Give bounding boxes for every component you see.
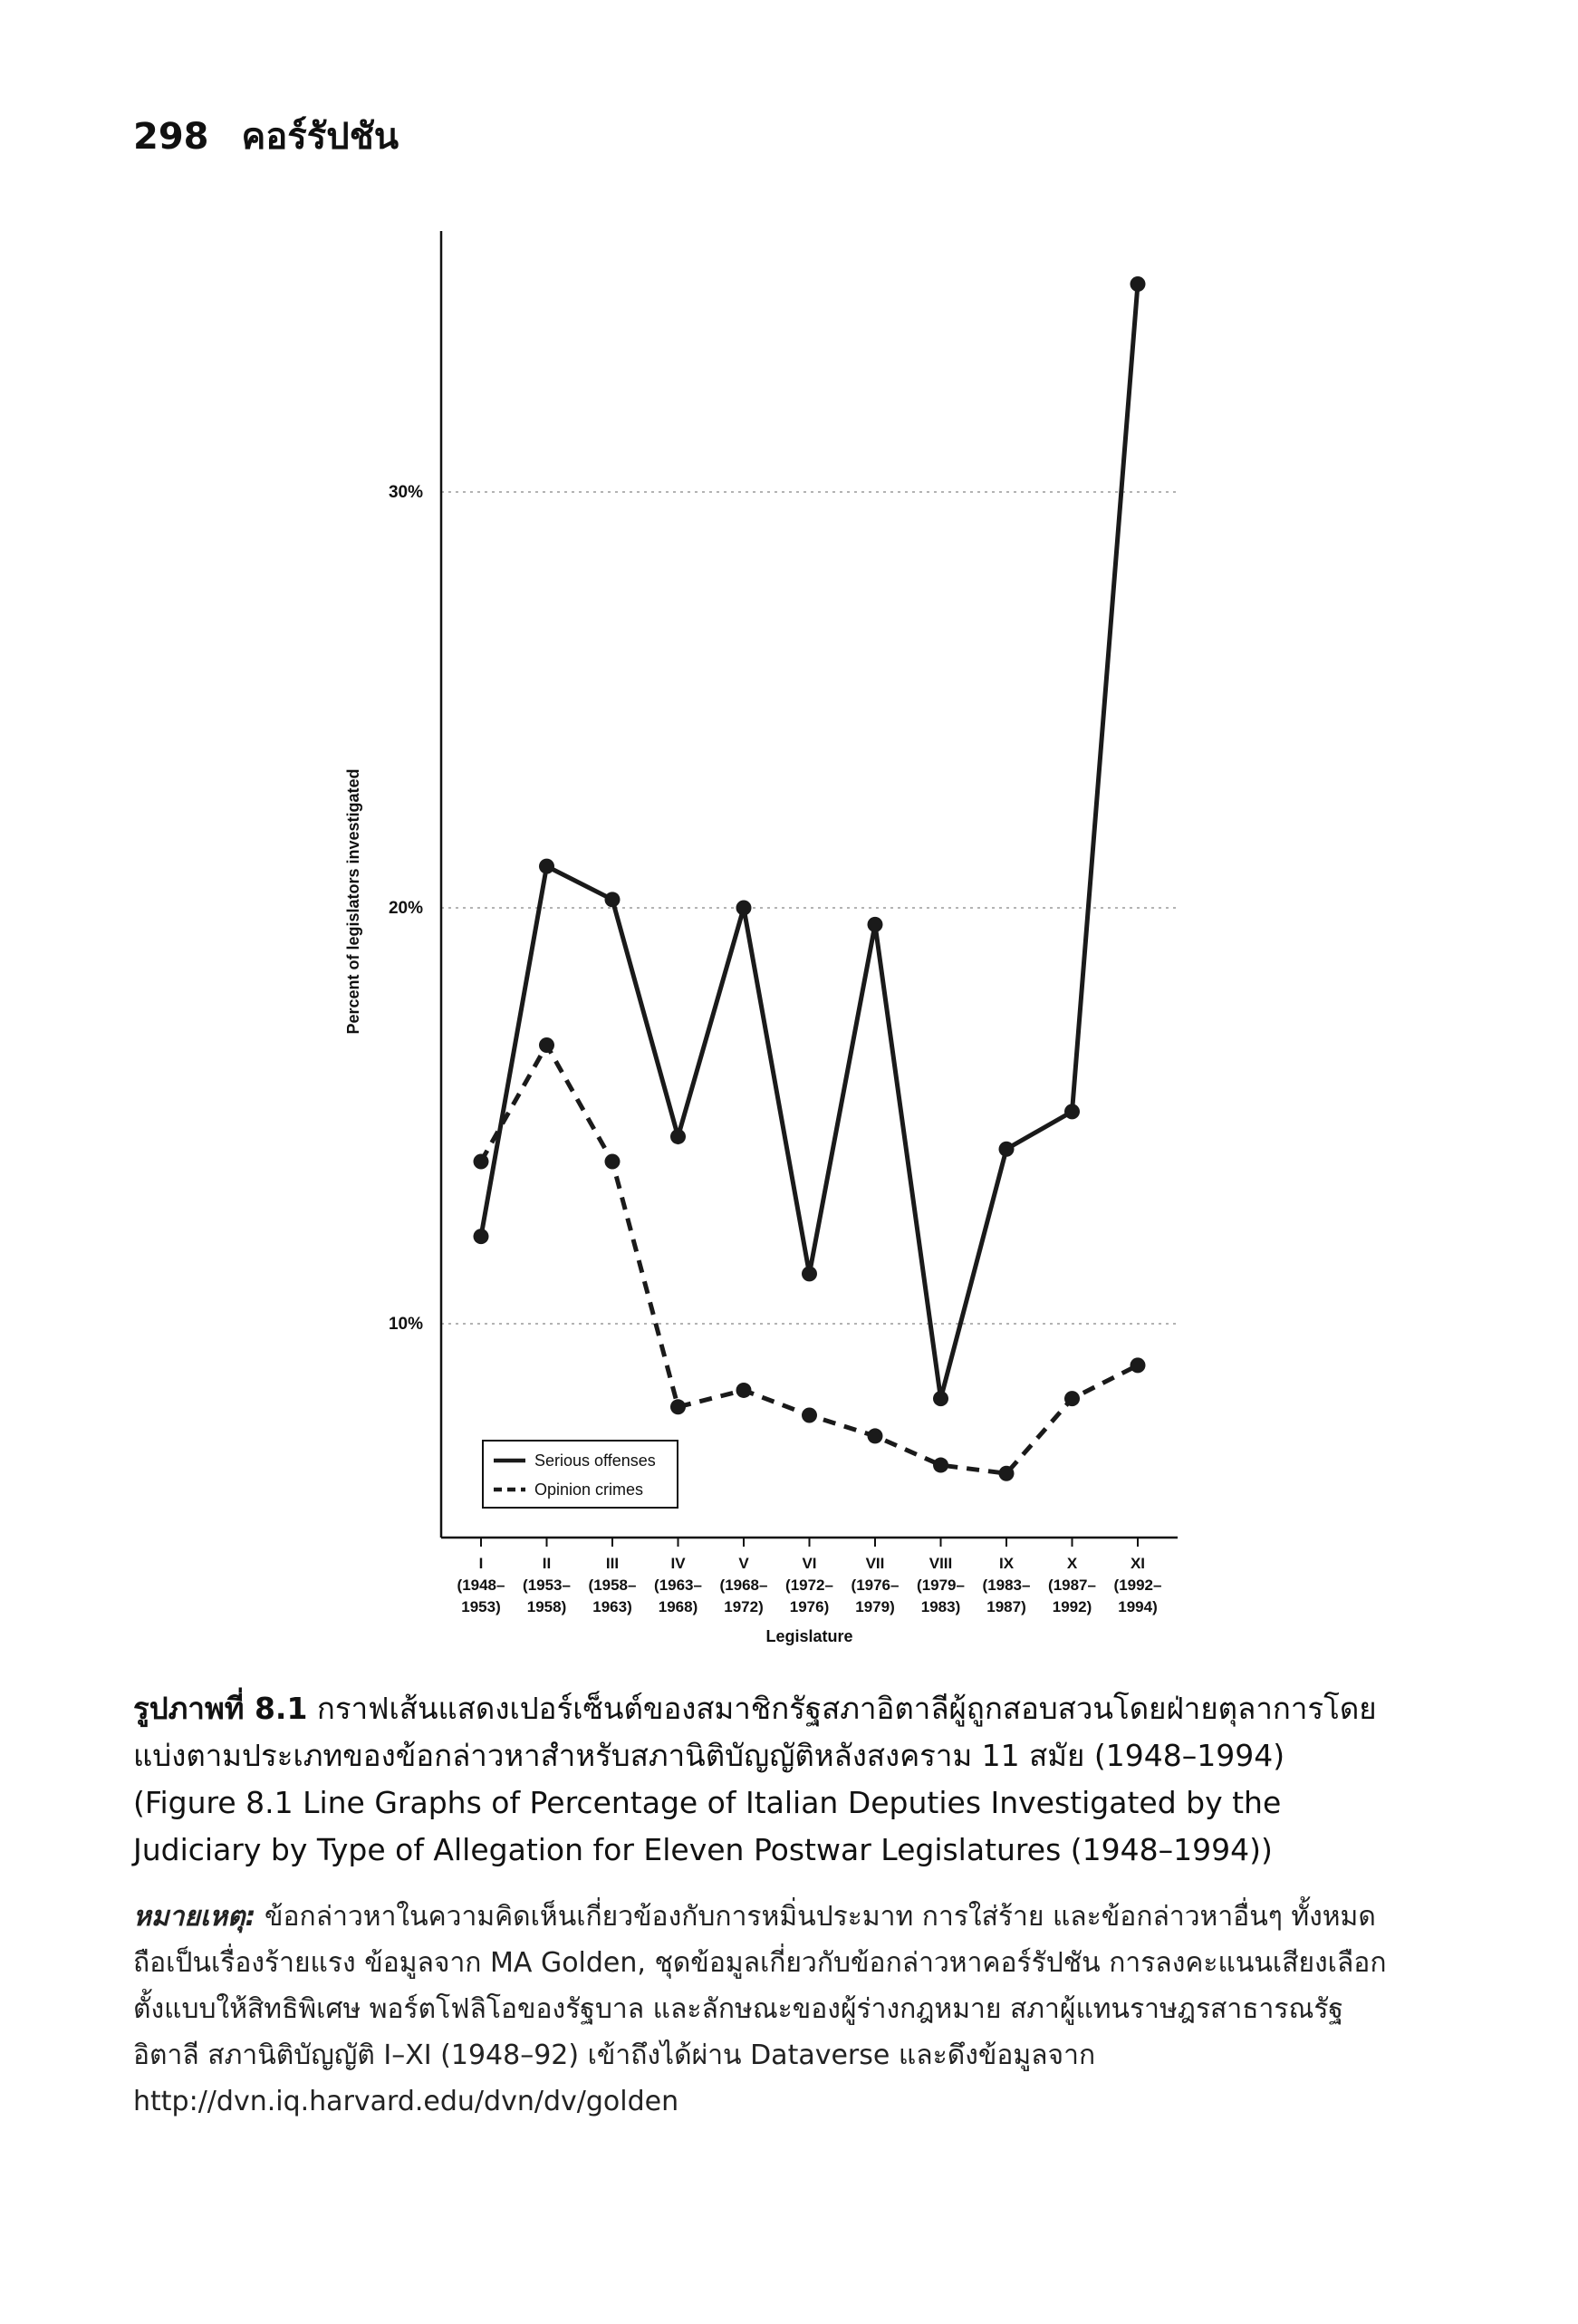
data-point (933, 1458, 948, 1473)
data-point (605, 1153, 621, 1169)
x-tick-label: (1979– (917, 1577, 965, 1594)
x-tick-label: (1963– (654, 1577, 702, 1594)
data-point (1131, 276, 1146, 292)
x-tick-label: 1963) (592, 1598, 632, 1615)
data-point (802, 1407, 817, 1422)
data-point (999, 1466, 1015, 1481)
page-number: 298 (133, 116, 209, 158)
data-point (670, 1399, 686, 1414)
data-point (539, 859, 554, 874)
x-tick-label: 1972) (724, 1598, 764, 1615)
x-tick-label: II (542, 1555, 552, 1572)
x-tick-label: (1968– (719, 1577, 768, 1594)
x-tick-label: XI (1130, 1555, 1146, 1572)
x-tick-label: 1992) (1052, 1598, 1092, 1615)
axes (441, 231, 1178, 1547)
y-tick-label: 20% (388, 899, 423, 918)
x-tick-label: 1994) (1118, 1598, 1158, 1615)
data-point (539, 1037, 554, 1053)
x-axis-title: Legislature (765, 1627, 853, 1645)
x-tick-label: VII (865, 1555, 885, 1572)
figure-caption (133, 1685, 1401, 1874)
x-tick-label: (1958– (588, 1577, 637, 1594)
data-point (868, 1428, 883, 1443)
x-tick-label: V (738, 1555, 749, 1572)
x-tick-label: (1972– (785, 1577, 833, 1594)
figure-note (133, 1894, 1401, 2125)
y-axis-title: Percent of legislators investigated (344, 768, 362, 1035)
x-tick-label: (1948– (457, 1577, 505, 1594)
x-tick-label: (1983– (982, 1577, 1031, 1594)
data-point (1131, 1357, 1146, 1373)
x-tick-label: (1987– (1048, 1577, 1096, 1594)
y-tick-label: 30% (388, 483, 423, 502)
data-point (999, 1142, 1015, 1157)
y-tick-label: 10% (388, 1315, 423, 1334)
x-tick-label: (1992– (1113, 1577, 1162, 1594)
data-point (474, 1229, 489, 1244)
x-tick-label: VIII (929, 1555, 953, 1572)
x-tick-label: 1968) (658, 1598, 698, 1615)
legend-label: Opinion crimes (534, 1480, 644, 1499)
caption-english: (Figure 8.1 Line Graphs of Percentage of Italian Deputies Investigated by the Judiciary by Type of Allegation for Eleven Postwar Legislatures (1948–1994)) (133, 1785, 1282, 1867)
x-tick-label: IV (670, 1555, 686, 1572)
x-tick-label: 1958) (526, 1598, 567, 1615)
data-point (1064, 1104, 1080, 1119)
x-tick-label: 1976) (789, 1598, 830, 1615)
x-tick-label: VI (802, 1555, 817, 1572)
note-text: ข้อกล่าวหาในความคิดเห็นเกี่ยวข้องกับการหมิ่นประมาท การใส่ร้าย และข้อกล่าวหาอื่นๆ ทั้งหมด ถือเป็นเรื่องร้ายแรง ข้อมูลจาก MA Golden, ชุดข้อมูลเกี่ยวกับข้อกล่าวหาคอร์รัปชัน การลงคะแนนเสียงเลือกตั้งแบบให้สิทธิพิเศษ พอร์ตโฟลิโอของรัฐบาล และลักษณะของผู้ร่างกฎหมาย สภาผู้แทนราษฎรสาธารณรัฐอิตาลี สภานิติบัญญัติ I–XI (1948–92) เข้าถึงได้ผ่าน Dataverse และดึงข้อมูลจาก http://dvn.iq.harvard.edu/dvn/dv/golden (133, 1901, 1387, 2117)
x-tick-label: 1953) (461, 1598, 501, 1615)
x-tick-label: 1979) (855, 1598, 895, 1615)
caption-thai: กราฟเส้นแสดงเปอร์เซ็นต์ของสมาชิกรัฐสภาอิตาลีผู้ถูกสอบสวนโดยฝ่ายตุลาการโดยแบ่งตามประเภทของข้อกล่าวหาสำหรับสภานิติบัญญัติหลังสงคราม 11 สมัย (1948–1994) (133, 1691, 1377, 1773)
caption-lead: รูปภาพที่ 8.1 (133, 1691, 308, 1726)
x-tick-label: III (605, 1555, 620, 1572)
book-title: คอร์รัปชัน (241, 116, 399, 158)
legend (483, 1441, 678, 1508)
legend-label: Serious offenses (534, 1451, 656, 1470)
note-label: หมายเหตุ: (133, 1901, 256, 1933)
x-tick-label: (1953– (523, 1577, 571, 1594)
x-tick-label: IX (998, 1555, 1015, 1572)
axis-labels (344, 483, 1161, 1645)
data-point (605, 892, 621, 907)
x-tick-label: I (478, 1555, 484, 1572)
x-tick-label: X (1066, 1555, 1078, 1572)
data-series (474, 276, 1146, 1481)
series-line (481, 284, 1138, 1399)
data-point (868, 917, 883, 932)
gridlines (441, 492, 1178, 1324)
data-point (802, 1266, 817, 1281)
data-point (933, 1391, 948, 1406)
x-tick-label: 1983) (920, 1598, 961, 1615)
x-tick-label: 1987) (986, 1598, 1026, 1615)
data-point (670, 1129, 686, 1144)
data-point (474, 1153, 489, 1169)
data-point (736, 1383, 752, 1398)
data-point (736, 901, 752, 916)
data-point (1064, 1391, 1080, 1406)
x-tick-label: (1976– (851, 1577, 900, 1594)
